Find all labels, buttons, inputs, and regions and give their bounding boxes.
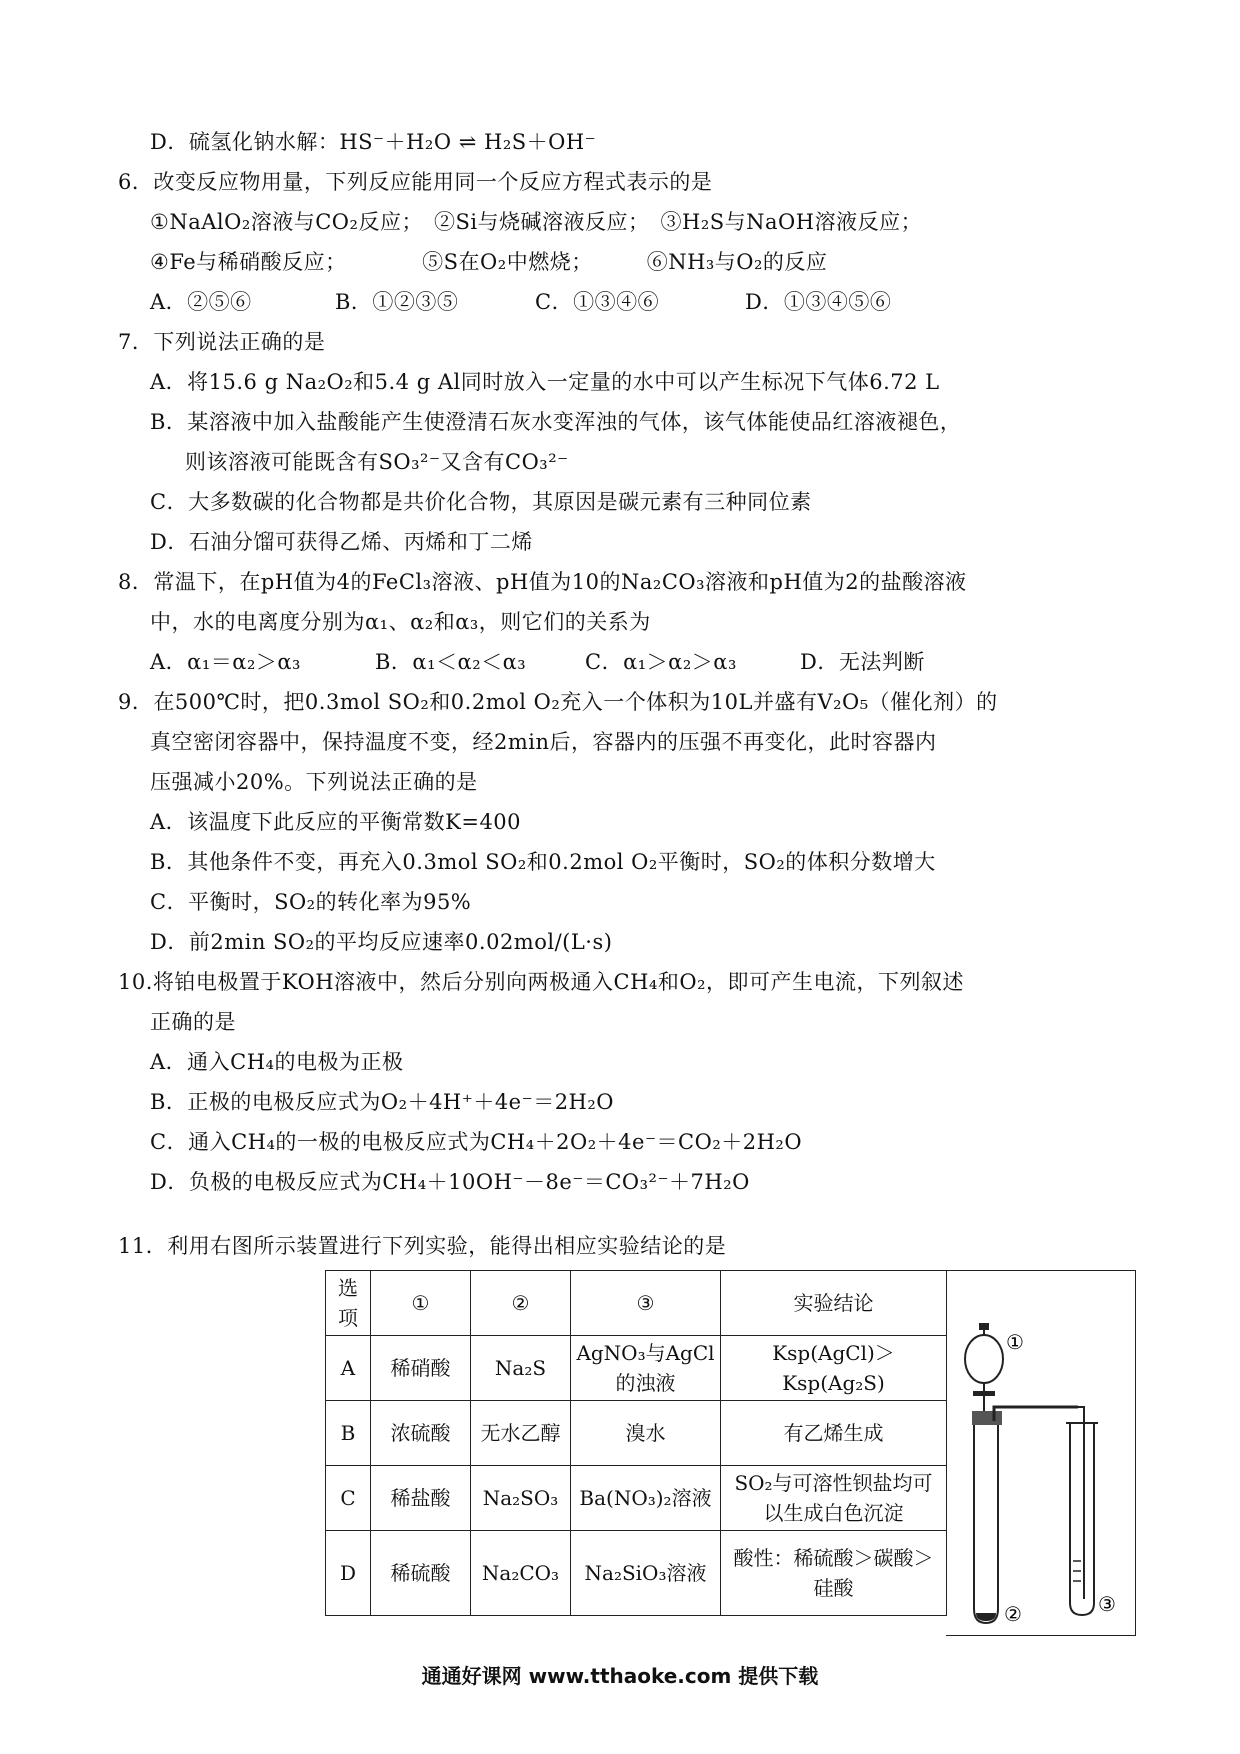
table-cell: Na₂SiO₃溶液: [571, 1531, 721, 1616]
table-row: [326, 1401, 947, 1466]
q7-option-b-line-2: 则该溶液可能既含有SO₃²⁻又含有CO₃²⁻: [185, 450, 569, 474]
q7-option-b-line-1: B．某溶液中加入盐酸能产生使澄清石灰水变浑浊的气体，该气体能使品红溶液褪色，: [150, 410, 962, 434]
q10-option-b: B．正极的电极反应式为O₂＋4H⁺＋4e⁻＝2H₂O: [150, 1090, 615, 1114]
q8-stem-line-1: 8．常温下，在pH值为4的FeCl₃溶液、pH值为10的Na₂CO₃溶液和pH值为2的盐酸溶液: [118, 570, 967, 594]
q10-option-c: C．通入CH₄的一极的电极反应式为CH₄＋2O₂＋4e⁻＝CO₂＋2H₂O: [150, 1130, 803, 1154]
page-footer: 通通好课网 www.tthaoke.com 提供下载: [421, 1664, 819, 1688]
table-header-row: [326, 1271, 947, 1336]
q6-option-b: B．①②③⑤: [335, 290, 459, 314]
q6-item-line-1: ①NaAlO₂溶液与CO₂反应； ②Si与烧碱溶液反应； ③H₂S与NaOH溶液反应；: [150, 210, 923, 234]
header-option: 选项: [326, 1271, 371, 1336]
q11-stem: 11．利用右图所示装置进行下列实验，能得出相应实验结论的是: [118, 1234, 727, 1258]
q7-stem: 7．下列说法正确的是: [118, 330, 326, 354]
apparatus-drawing: [946, 1271, 1136, 1637]
table-cell: 酸性：稀硫酸＞碳酸＞硅酸: [721, 1531, 947, 1616]
q9-stem-line-2: 真空密闭容器中，保持温度不变，经2min后，容器内的压强不再变化，此时容器内: [150, 730, 937, 754]
table-cell: 无水乙醇: [471, 1401, 571, 1466]
q8-option-b: B．α₁＜α₂＜α₃: [375, 650, 527, 674]
table-cell: SO₂与可溶性钡盐均可以生成白色沉淀: [721, 1466, 947, 1531]
table-cell: AgNO₃与AgCl的浊液: [571, 1336, 721, 1401]
delivery-tube: [994, 1407, 1078, 1421]
q8-option-c: C．α₁＞α₂＞α₃: [585, 650, 737, 674]
table-cell: 稀硝酸: [371, 1336, 471, 1401]
table-cell: 稀硫酸: [371, 1531, 471, 1616]
q10-stem-line-2: 正确的是: [150, 1010, 236, 1034]
q6-option-a: A．②⑤⑥: [150, 290, 252, 314]
q10-option-a: A．通入CH₄的电极为正极: [150, 1050, 404, 1074]
table-cell: C: [326, 1466, 371, 1531]
table-cell: Na₂SO₃: [471, 1466, 571, 1531]
apparatus-figure: [946, 1270, 1136, 1636]
table-cell: 浓硫酸: [371, 1401, 471, 1466]
header-reagent-2: ②: [471, 1271, 571, 1336]
q5-option-d: D．硫氢化钠水解：HS⁻＋H₂O ⇌ H₂S＋OH⁻: [150, 130, 597, 154]
table-cell: 溴水: [571, 1401, 721, 1466]
table-row: [326, 1336, 947, 1401]
q6-option-d: D．①③④⑤⑥: [745, 290, 892, 314]
table-cell: 有乙烯生成: [721, 1401, 947, 1466]
q9-stem-line-3: 压强减小20%。下列说法正确的是: [150, 770, 478, 794]
header-conclusion: 实验结论: [721, 1271, 947, 1336]
experiment-table: [325, 1270, 947, 1616]
table-cell: Na₂CO₃: [471, 1531, 571, 1616]
funnel-stopcock: [973, 1391, 995, 1396]
q9-option-b: B．其他条件不变，再充入0.3mol SO₂和0.2mol O₂平衡时，SO₂的体积分数增大: [150, 850, 936, 874]
q7-option-c: C．大多数碳的化合物都是共价化合物，其原因是碳元素有三种同位素: [150, 490, 812, 514]
table-cell: 稀盐酸: [371, 1466, 471, 1531]
tube-stopper: [972, 1411, 1002, 1425]
q9-option-d: D．前2min SO₂的平均反应速率0.02mol/(L·s): [150, 930, 613, 954]
q8-options: [150, 648, 925, 676]
reaction-tube: [974, 1425, 998, 1623]
q6-stem: 6．改变反应物用量，下列反应能用同一个反应方程式表示的是: [118, 170, 713, 194]
q9-option-a: A．该温度下此反应的平衡常数K=400: [150, 810, 522, 834]
q10-stem-line-1: 10.将铂电极置于KOH溶液中，然后分别向两极通入CH₄和O₂，即可产生电流，下列叙述: [118, 970, 964, 994]
label-reagent-1: ①: [1006, 1330, 1024, 1354]
table-cell: Ksp(AgCl)＞Ksp(Ag₂S): [721, 1336, 947, 1401]
header-reagent-1: ①: [371, 1271, 471, 1336]
q9-option-c: C．平衡时，SO₂的转化率为95%: [150, 890, 472, 914]
q8-stem-line-2: 中，水的电离度分别为α₁、α₂和α₃，则它们的关系为: [150, 610, 651, 634]
q7-option-d: D．石油分馏可获得乙烯、丙烯和丁二烯: [150, 530, 533, 554]
table-cell: D: [326, 1531, 371, 1616]
q8-option-a: A．α₁＝α₂＞α₃: [150, 650, 301, 674]
q6-option-c: C．①③④⑥: [535, 290, 660, 314]
q6-item-line-2: ④Fe与稀硝酸反应； ⑤S在O₂中燃烧； ⑥NH₃与O₂的反应: [150, 250, 828, 274]
table-cell: Na₂S: [471, 1336, 571, 1401]
q6-options: [150, 288, 891, 316]
q9-stem-line-1: 9．在500℃时，把0.3mol SO₂和0.2mol O₂充入一个体积为10L并盛有V₂O₅（催化剂）的: [118, 690, 998, 714]
table-row: [326, 1466, 947, 1531]
label-reagent-2: ②: [1004, 1602, 1022, 1626]
table-row: [326, 1531, 947, 1616]
collection-tube: [1070, 1423, 1094, 1615]
header-reagent-3: ③: [571, 1271, 721, 1336]
label-reagent-3: ③: [1098, 1592, 1116, 1616]
q10-option-d: D．负极的电极反应式为CH₄＋10OH⁻－8e⁻＝CO₃²⁻＋7H₂O: [150, 1170, 750, 1194]
q7-option-a: A．将15.6 g Na₂O₂和5.4 g Al同时放入一定量的水中可以产生标况下气体6.72 L: [150, 370, 940, 394]
funnel-stopper: [979, 1323, 989, 1330]
funnel-bulb: [965, 1335, 1003, 1383]
table-cell: Ba(NO₃)₂溶液: [571, 1466, 721, 1531]
table-cell: B: [326, 1401, 371, 1466]
table-cell: A: [326, 1336, 371, 1401]
q8-option-d: D．无法判断: [800, 650, 925, 674]
